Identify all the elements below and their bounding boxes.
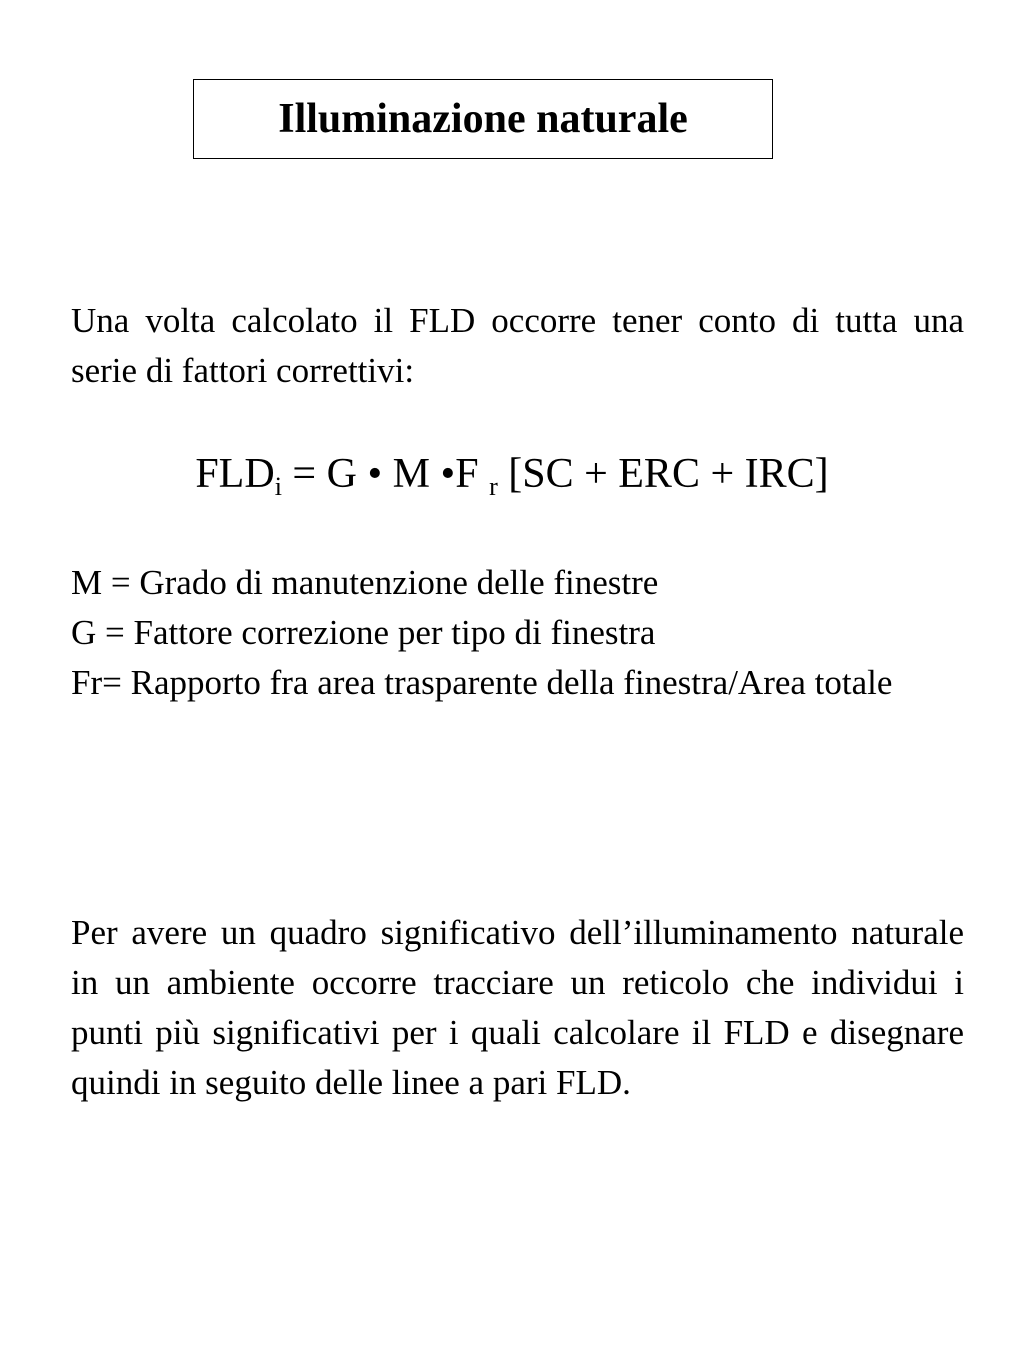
formula-lhs-subscript: i: [274, 472, 282, 501]
page-title: Illuminazione naturale: [278, 96, 688, 142]
intro-paragraph: Una volta calcolato il FLD occorre tener conto di tutta una serie di fattori correttivi:: [71, 301, 964, 390]
fld-formula: [0, 446, 1024, 502]
definition-m: M = Grado di manutenzione delle finestre: [71, 563, 659, 602]
definition-g: G = Fattore correzione per tipo di finestra: [71, 613, 656, 652]
formula-lhs: FLD: [195, 451, 275, 497]
title-box: [193, 79, 773, 159]
definition-fr: Fr= Rapporto fra area trasparente della finestra/Area totale: [71, 663, 893, 702]
formula-rhs: [SC + ERC + IRC]: [497, 451, 829, 497]
formula-middle: = G • M •F: [281, 451, 490, 497]
closing-paragraph: Per avere un quadro significativo dell’illuminamento naturale in un ambiente occorre tracciare un reticolo che individui i punti più significativi per i quali calcolare il FLD e disegnare quindi in seguito delle linee a pari FLD.: [71, 913, 964, 1102]
formula-middle-subscript: r: [489, 472, 498, 501]
